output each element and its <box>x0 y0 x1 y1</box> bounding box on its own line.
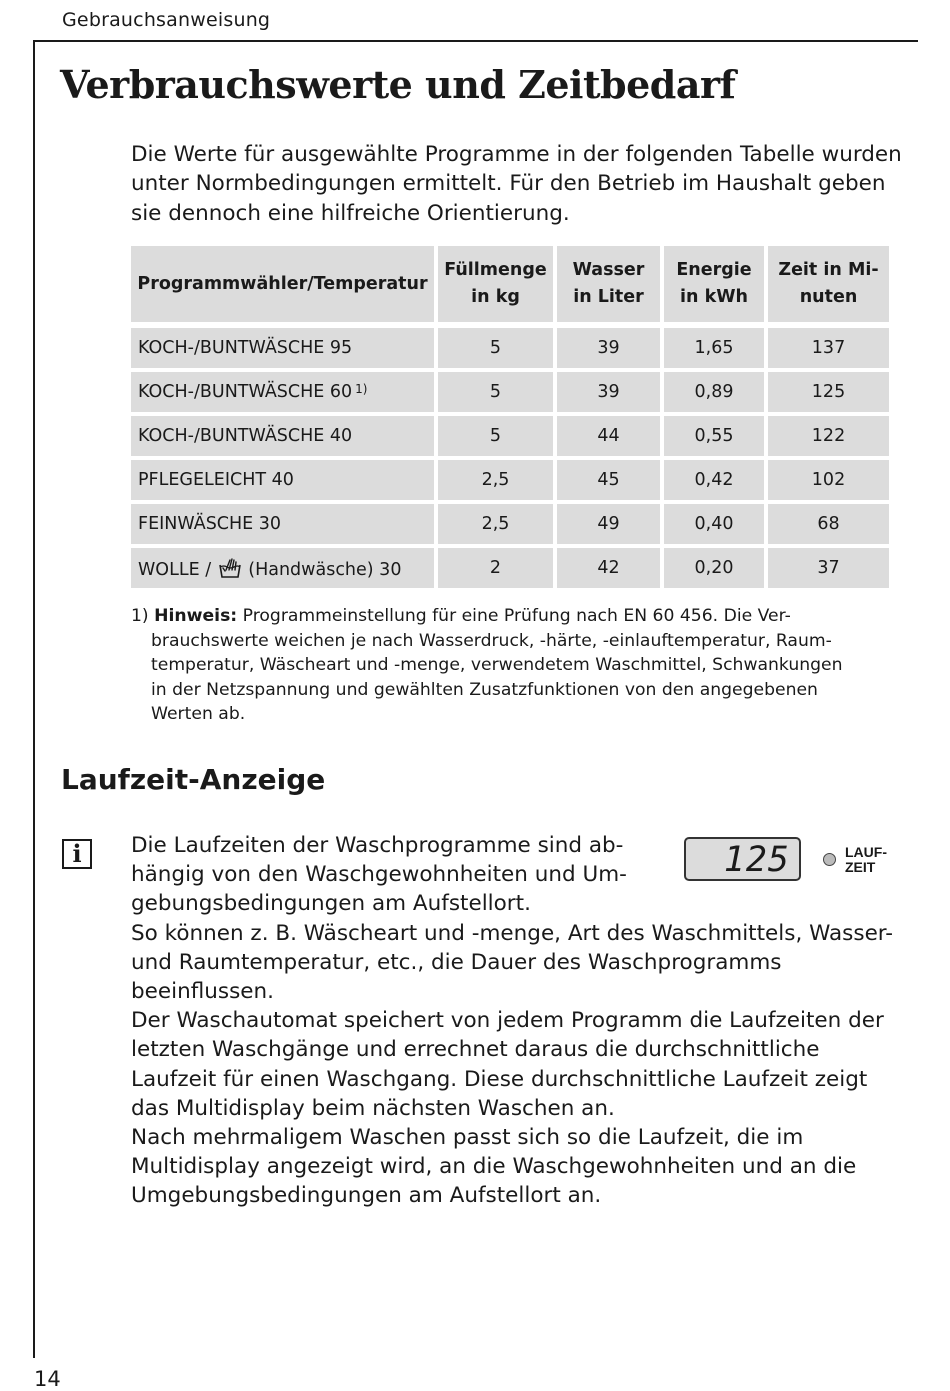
footnote-line: Werten ab. <box>151 704 246 725</box>
cell-program: KOCH-/BUNTWÄSCHE 40 <box>131 416 438 460</box>
cell-energy: 0,55 <box>664 416 768 460</box>
col-header-program: Programmwähler/Temperatur <box>131 246 438 328</box>
cell-load: 5 <box>438 372 557 416</box>
body-line: Die Laufzeiten der Waschprogramme sind ab- <box>131 833 624 858</box>
info-icon: i <box>62 839 92 869</box>
footnote-line: brauchswerte weichen je nach Wasserdruck, -härte, -einlauftemperatur, Raum- <box>151 630 832 651</box>
intro-line: unter Normbedingungen ermittelt. Für den Betrieb im Haushalt geben <box>131 171 886 197</box>
left-margin-rule <box>33 40 35 1358</box>
body-line: beeinflussen. <box>131 979 274 1005</box>
footnote-line: in der Netzspannung und gewählten Zusatzfunktionen von den angegebenen <box>151 679 818 700</box>
cell-load: 2,5 <box>438 460 557 504</box>
cell-program: WOLLE / (Handwäsche) 30 <box>131 548 438 588</box>
cell-time: 122 <box>768 416 889 460</box>
col-header-water: Wasser in Liter <box>557 246 664 328</box>
laufzeit-label: LAUF- ZEIT <box>845 844 887 875</box>
body-line: das Multidisplay beim nächsten Waschen an. <box>131 1095 615 1121</box>
cell-program: FEINWÄSCHE 30 <box>131 504 438 548</box>
cell-energy: 0,40 <box>664 504 768 548</box>
cell-water: 42 <box>557 548 664 588</box>
table-row <box>131 548 889 588</box>
page-title: Verbrauchswerte und Zeitbedarf <box>60 62 736 107</box>
cell-time: 68 <box>768 504 889 548</box>
cell-load: 5 <box>438 416 557 460</box>
cell-load: 2 <box>438 548 557 588</box>
consumption-table <box>131 246 889 588</box>
cell-water: 49 <box>557 504 664 548</box>
cell-time: 137 <box>768 328 889 372</box>
footnote-first-line: 1) Hinweis: Programmeinstellung für eine Prüfung nach EN 60 456. Die Ver- <box>131 606 791 626</box>
page-number: 14 <box>34 1367 61 1391</box>
intro-line: Die Werte für ausgewählte Programme in der folgenden Tabelle wurden <box>131 142 902 167</box>
header-label: Gebrauchsanweisung <box>62 9 271 31</box>
body-line: und Raumtemperatur, etc., die Dauer des Waschprogramms <box>131 949 782 975</box>
body-line: Laufzeit für einen Waschgang. Diese durchschnittliche Laufzeit zeigt <box>131 1066 868 1092</box>
body-line: Der Waschautomat speichert von jedem Programm die Laufzeiten der <box>131 1008 884 1034</box>
table-header-row <box>131 246 889 328</box>
cell-energy: 0,42 <box>664 460 768 504</box>
table-row <box>131 416 889 460</box>
body-line: Umgebungsbedingungen am Aufstellort an. <box>131 1183 602 1209</box>
cell-energy: 1,65 <box>664 328 768 372</box>
body-line: So können z. B. Wäscheart und -menge, Art des Waschmittels, Wasser- <box>131 920 894 946</box>
led-indicator-icon <box>823 853 836 866</box>
footnote-line: temperatur, Wäscheart und -menge, verwendetem Waschmittel, Schwankungen <box>151 655 843 676</box>
table-row <box>131 504 889 548</box>
body-line: gebungsbedingungen am Aufstellort. <box>131 891 531 917</box>
cell-load: 2,5 <box>438 504 557 548</box>
cell-load: 5 <box>438 328 557 372</box>
table-row <box>131 460 889 504</box>
body-line: Nach mehrmaligem Waschen passt sich so die Laufzeit, die im <box>131 1125 804 1151</box>
col-header-energy: Energie in kWh <box>664 246 768 328</box>
cell-time: 125 <box>768 372 889 416</box>
body-line: letzten Waschgänge und errechnet daraus die durchschnittliche <box>131 1037 820 1063</box>
body-line: Multidisplay angezeigt wird, an die Waschgewohnheiten und an die <box>131 1154 857 1180</box>
col-header-load: Füllmenge in kg <box>438 246 557 328</box>
cell-program: PFLEGELEICHT 40 <box>131 460 438 504</box>
cell-program: KOCH-/BUNTWÄSCHE 60 $^{1)}$ <box>131 372 438 416</box>
consumption-table-container <box>131 246 889 588</box>
display-digits: 125 <box>723 840 790 880</box>
section-heading: Laufzeit-Anzeige <box>61 763 326 796</box>
footnote-marker: 1) <box>355 382 368 396</box>
cell-time: 102 <box>768 460 889 504</box>
intro-line: sie dennoch eine hilfreiche Orientierung. <box>131 200 570 226</box>
cell-time: 37 <box>768 548 889 588</box>
cell-energy: 0,89 <box>664 372 768 416</box>
cell-energy: 0,20 <box>664 548 768 588</box>
cell-program: KOCH-/BUNTWÄSCHE 95 <box>131 328 438 372</box>
cell-water: 44 <box>557 416 664 460</box>
hand-wash-icon <box>217 557 243 579</box>
footnote <box>131 604 891 727</box>
table-row <box>131 328 889 372</box>
cell-water: 39 <box>557 328 664 372</box>
col-header-time: Zeit in Mi- nuten <box>768 246 889 328</box>
header-rule <box>33 40 918 42</box>
cell-water: 45 <box>557 460 664 504</box>
intro-paragraph <box>131 140 901 228</box>
cell-water: 39 <box>557 372 664 416</box>
body-line: hängig von den Waschgewohnheiten und Um- <box>131 862 627 888</box>
table-row <box>131 372 889 416</box>
multidisplay-panel <box>684 837 801 881</box>
body-paragraph <box>131 831 901 1211</box>
